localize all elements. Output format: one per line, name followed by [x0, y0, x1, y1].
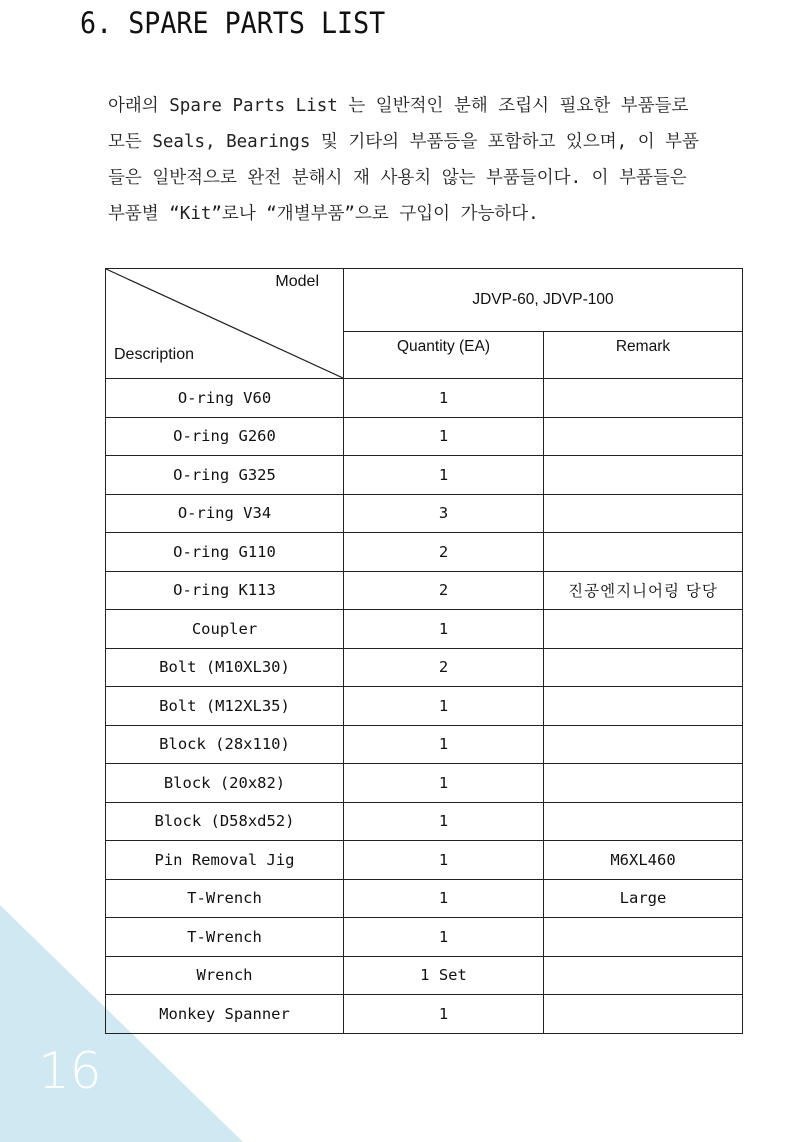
intro-line: 모든 Seals, Bearings 및 기타의 부품등을 포함하고 있으며, 이 부품: [108, 132, 699, 152]
intro-paragraph: [108, 88, 788, 232]
part-description: O-ring V60: [106, 379, 344, 418]
part-description: O-ring K113: [106, 571, 344, 610]
part-quantity: 1: [344, 417, 544, 456]
table-row: [106, 533, 743, 572]
part-remark: 진공엔지니어링 당당: [544, 571, 743, 610]
table-row: [106, 995, 743, 1034]
part-quantity: 3: [344, 494, 544, 533]
part-remark: [544, 956, 743, 995]
table-row: [106, 494, 743, 533]
part-quantity: 1: [344, 995, 544, 1034]
part-description: Monkey Spanner: [106, 995, 344, 1034]
part-description: Bolt (M12XL35): [106, 687, 344, 726]
part-remark: [544, 995, 743, 1034]
intro-line: 들은 일반적으로 완전 분해시 재 사용치 않는 부품들이다. 이 부품들은: [108, 168, 687, 188]
part-description: Block (20x82): [106, 764, 344, 803]
page-number: 16: [38, 1042, 102, 1100]
table-row: [106, 648, 743, 687]
part-quantity: 1: [344, 918, 544, 957]
model-value: JDVP-60, JDVP-100: [344, 269, 743, 332]
table-row: [106, 417, 743, 456]
part-quantity: 1: [344, 610, 544, 649]
part-remark: [544, 687, 743, 726]
part-description: Block (28x110): [106, 725, 344, 764]
part-remark: [544, 648, 743, 687]
part-description: O-ring G110: [106, 533, 344, 572]
table-row: [106, 879, 743, 918]
part-remark: M6XL460: [544, 841, 743, 880]
table-row: [106, 725, 743, 764]
part-description: Pin Removal Jig: [106, 841, 344, 880]
part-description: T-Wrench: [106, 879, 344, 918]
diagonal-header-cell: [106, 269, 344, 379]
part-description: T-Wrench: [106, 918, 344, 957]
part-remark: [544, 494, 743, 533]
part-quantity: 1: [344, 879, 544, 918]
part-remark: Large: [544, 879, 743, 918]
table-row: [106, 610, 743, 649]
part-remark: [544, 802, 743, 841]
table-row: [106, 379, 743, 418]
part-remark: [544, 610, 743, 649]
part-remark: [544, 456, 743, 495]
table-row: [106, 918, 743, 957]
part-description: Block (D58xd52): [106, 802, 344, 841]
part-remark: [544, 918, 743, 957]
part-remark: [544, 533, 743, 572]
part-quantity: 1: [344, 841, 544, 880]
model-label: Model: [275, 273, 319, 290]
part-description: Bolt (M10XL30): [106, 648, 344, 687]
part-quantity: 2: [344, 533, 544, 572]
part-description: O-ring V34: [106, 494, 344, 533]
table-row: [106, 687, 743, 726]
part-quantity: 1: [344, 456, 544, 495]
part-remark: [544, 417, 743, 456]
table-row: [106, 456, 743, 495]
section-title: 6. SPARE PARTS LIST: [80, 6, 386, 40]
part-quantity: 1: [344, 764, 544, 803]
part-remark: [544, 764, 743, 803]
part-quantity: 1: [344, 725, 544, 764]
intro-line: 아래의 Spare Parts List 는 일반적인 분해 조립시 필요한 부품들로: [108, 96, 689, 116]
description-label: Description: [114, 346, 195, 363]
part-remark: [544, 379, 743, 418]
part-quantity: 2: [344, 648, 544, 687]
part-description: Wrench: [106, 956, 344, 995]
part-quantity: 1: [344, 687, 544, 726]
table-header-row: [106, 269, 743, 332]
table-row: [106, 764, 743, 803]
part-description: O-ring G260: [106, 417, 344, 456]
part-quantity: 1: [344, 379, 544, 418]
part-description: Coupler: [106, 610, 344, 649]
table-row: [106, 802, 743, 841]
table-row: [106, 841, 743, 880]
table-row: [106, 956, 743, 995]
part-description: O-ring G325: [106, 456, 344, 495]
quantity-header: Quantity (EA): [344, 332, 544, 379]
spare-parts-table: [105, 268, 743, 1034]
part-quantity: 1 Set: [344, 956, 544, 995]
table-row: [106, 571, 743, 610]
part-remark: [544, 725, 743, 764]
part-quantity: 1: [344, 802, 544, 841]
remark-header: Remark: [544, 332, 743, 379]
intro-line: 부품별 “Kit”로나 “개별부품”으로 구입이 가능하다.: [108, 204, 539, 224]
part-quantity: 2: [344, 571, 544, 610]
